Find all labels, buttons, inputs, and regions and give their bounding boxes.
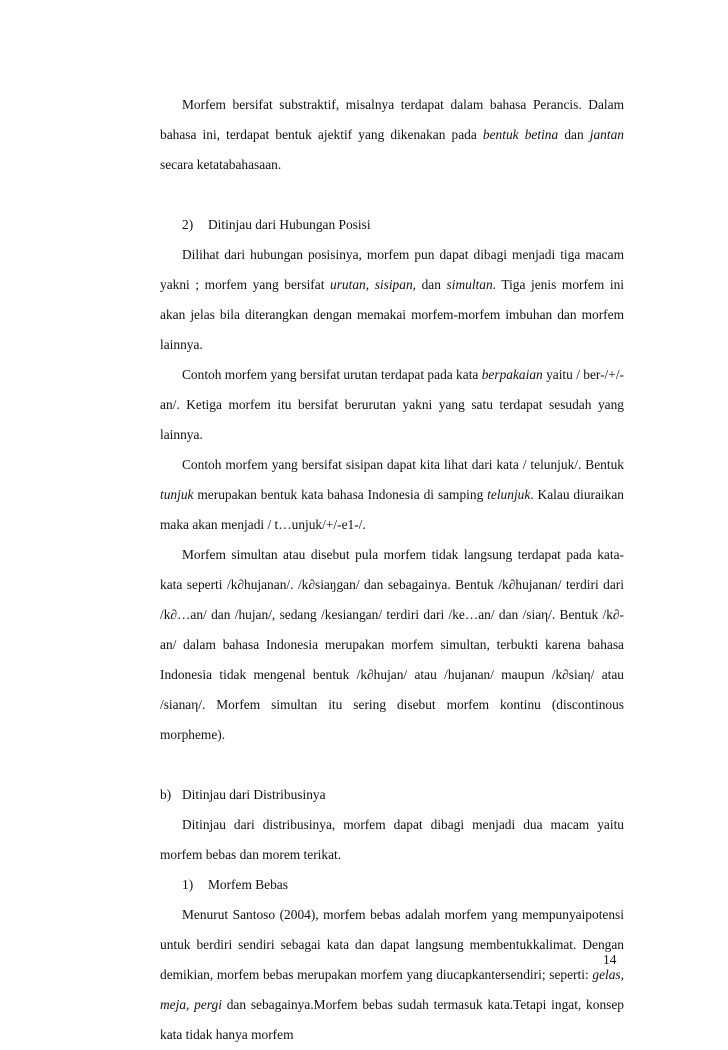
- section-heading-distribusi: [160, 780, 624, 810]
- italic-term: gelas, meja, pergi: [160, 967, 624, 1012]
- text-run: Menurut Santoso (2004), morfem bebas adalah morfem yang mempunyaipotensi untuk berdiri sendiri sebagai kata dan dapat langsung membentukkalimat. Dengan demikian, morfem bebas merupakan morfem yang diucapkantersendiri; seperti:: [160, 907, 624, 982]
- section-heading-posisi: [160, 210, 624, 240]
- text-run: secara ketatabahasaan.: [160, 157, 282, 172]
- spacer: [160, 180, 624, 210]
- section-number: b): [160, 787, 172, 802]
- paragraph-simultan: Morfem simultan atau disebut pula morfem tidak langsung terdapat pada kata-kata seperti /k∂hujanan/. /k∂siaŋgan/ dan sebagainya. Bentuk /k∂hujanan/ terdiri dari /k∂…an/ dan /hujan/, sedang /kesiangan/ terdiri dari /ke…an/ dan /siaη/. Bentuk /k∂-an/ dalam bahasa Indonesia merupakan morfem simultan, terbukti karena bahasa Indonesia tidak mengenal bentuk /k∂hujan/ atau /hujanan/ maupun /k∂siaη/ atau /sianaη/. Morfem simultan itu sering disebut morfem kontinu (discontinous morpheme).: [160, 547, 624, 742]
- section-title: Ditinjau dari Distribusinya: [182, 787, 326, 802]
- paragraph-sisipan: [160, 450, 624, 540]
- italic-term: berpakaian: [481, 367, 543, 382]
- document-body: [160, 90, 624, 1050]
- text-run: ,: [365, 277, 375, 292]
- italic-term: jantan: [589, 127, 624, 142]
- paragraph-distribusi: Ditinjau dari distribusinya, morfem dapat dibagi menjadi dua macam yaitu morfem bebas dan morem terikat.: [160, 817, 624, 862]
- text-run: . Kalau diuraikan maka akan menjadi / t…unjuk/+/-e1-/.: [160, 487, 624, 532]
- text-run: yaitu / ber-/+/-an/. Ketiga morfem itu bersifat berurutan yakni yang satu terdapat sesudah yang lainnya.: [160, 367, 625, 442]
- italic-term: simultan: [446, 277, 493, 292]
- text-run: Morfem bersifat substraktif, misalnya terdapat dalam bahasa Perancis. Dalam bahasa ini, terdapat bentuk ajektif yang dikenakan pada: [160, 97, 624, 142]
- paragraph-morfem-bebas: [160, 900, 624, 1050]
- section-number: 2): [182, 217, 194, 232]
- italic-term: sisipan,: [374, 277, 416, 292]
- section-heading-morfem-bebas: [160, 870, 624, 900]
- paragraph-urutan: [160, 360, 624, 450]
- text-run: dan sebagainya.Morfem bebas sudah termasuk kata.Tetapi ingat, konsep kata tidak hanya morfem: [160, 997, 624, 1042]
- text-run: . Tiga jenis morfem ini akan jelas bila diterangkan dengan memakai morfem-morfem imbuhan dan morfem lainnya.: [160, 277, 625, 352]
- text-run: Contoh morfem yang bersifat sisipan dapat kita lihat dari kata / telunjuk/. Bentuk: [182, 457, 624, 472]
- page-number: 14: [603, 952, 617, 967]
- section-number: 1): [182, 877, 194, 892]
- italic-term: urutan: [330, 277, 366, 292]
- section-title: Morfem Bebas: [208, 877, 288, 892]
- italic-term: bentuk betina: [482, 127, 559, 142]
- text-run: dan: [415, 277, 447, 292]
- italic-term: tunjuk: [160, 487, 194, 502]
- italic-term: telunjuk: [487, 487, 531, 502]
- section-title: Ditinjau dari Hubungan Posisi: [208, 217, 371, 232]
- text-run: Dilihat dari hubungan posisinya, morfem pun dapat dibagi menjadi tiga macam yakni ; morfem yang bersifat: [160, 247, 624, 292]
- text-run: Contoh morfem yang bersifat urutan terdapat pada kata: [182, 367, 482, 382]
- text-run: dan: [558, 127, 590, 142]
- paragraph-posisi: [160, 240, 624, 360]
- text-run: merupakan bentuk kata bahasa Indonesia di samping: [193, 487, 488, 502]
- paragraph-substraktif: [160, 90, 624, 180]
- spacer: [160, 750, 624, 780]
